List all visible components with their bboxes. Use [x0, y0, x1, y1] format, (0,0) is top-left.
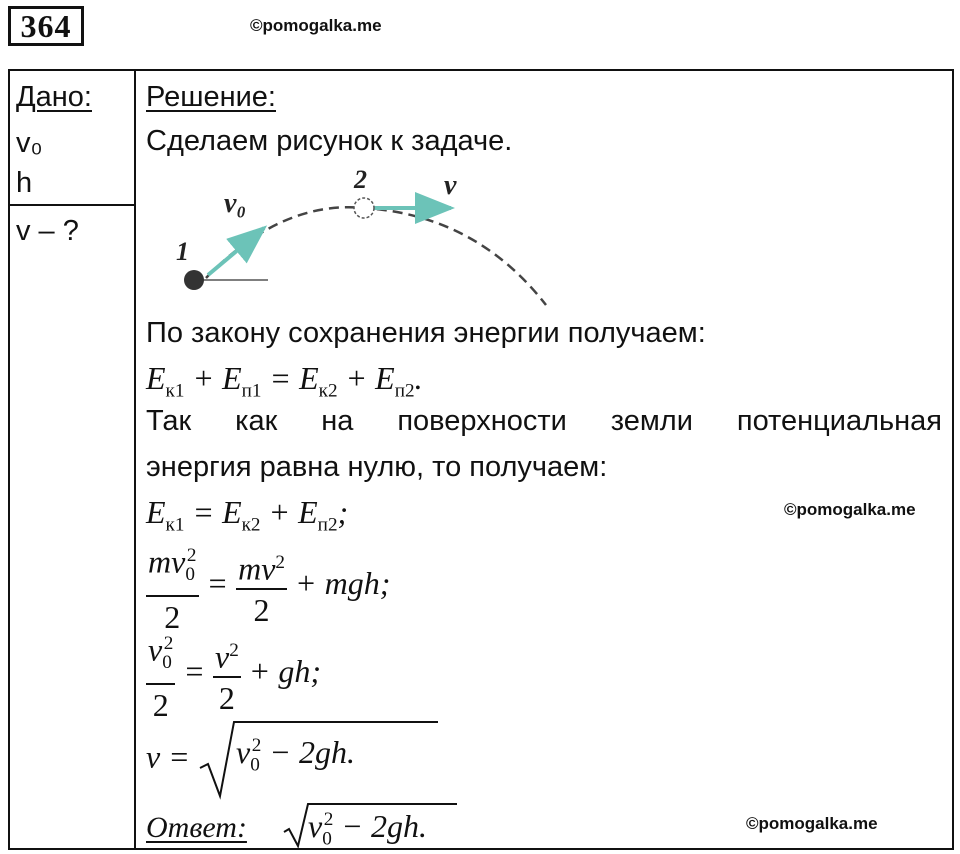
solution-intro: Сделаем рисунок к задаче. [146, 125, 513, 157]
v-label: v [444, 170, 457, 201]
find-item: v – ? [16, 215, 79, 247]
ball-icon [184, 270, 204, 290]
equation-reduced: $E_{к1} = E_{к2} + E_{п2}$; [146, 494, 349, 536]
watermark: ©pomogalka.me [250, 16, 382, 35]
solution-heading: Решение: [146, 81, 276, 113]
answer-line [146, 808, 247, 845]
v0-arrow [208, 228, 264, 275]
v0-label: v₀ [224, 188, 247, 219]
point-2-label: 2 [354, 165, 367, 194]
equation-kinetic: $\frac{mv_0^2}{2}$ = $\frac{mv^2}{2}$ + mgh; [146, 536, 390, 637]
given-heading: Дано: [16, 81, 92, 113]
watermark: ©pomogalka.me [746, 814, 878, 833]
surface-text-line1: Так как на поверхности земли потенциальная [146, 405, 942, 437]
table-divider-horizontal [8, 204, 135, 206]
law-text: По закону сохранения энергии получаем: [146, 317, 706, 349]
answer-expression: $v_0^2 - 2gh$. [308, 808, 427, 850]
point-2-marker [354, 198, 374, 218]
surface-text-line2: энергия равна нулю, то получаем: [146, 451, 608, 483]
problem-number: 364 [8, 6, 84, 46]
trajectory-figure [146, 160, 566, 310]
given-item-v0: v₀ [16, 127, 43, 159]
sqrt-content: $v_0^2 - 2gh$. [236, 734, 355, 776]
answer-label: Ответ: [146, 811, 247, 844]
point-1-label: 1 [176, 237, 189, 266]
table-divider-vertical [134, 69, 136, 850]
equation-energy-conservation: $E_{к1} + E_{п1} = E_{к2} + E_{п2}$. [146, 360, 423, 402]
watermark: ©pomogalka.me [784, 500, 916, 519]
equation-simplified: $\frac{v_0^2}{2}$ = $\frac{v^2}{2}$ + gh; [146, 624, 321, 725]
equation-result: v = [146, 720, 438, 800]
given-item-h: h [16, 167, 33, 199]
trajectory-path [206, 207, 546, 305]
